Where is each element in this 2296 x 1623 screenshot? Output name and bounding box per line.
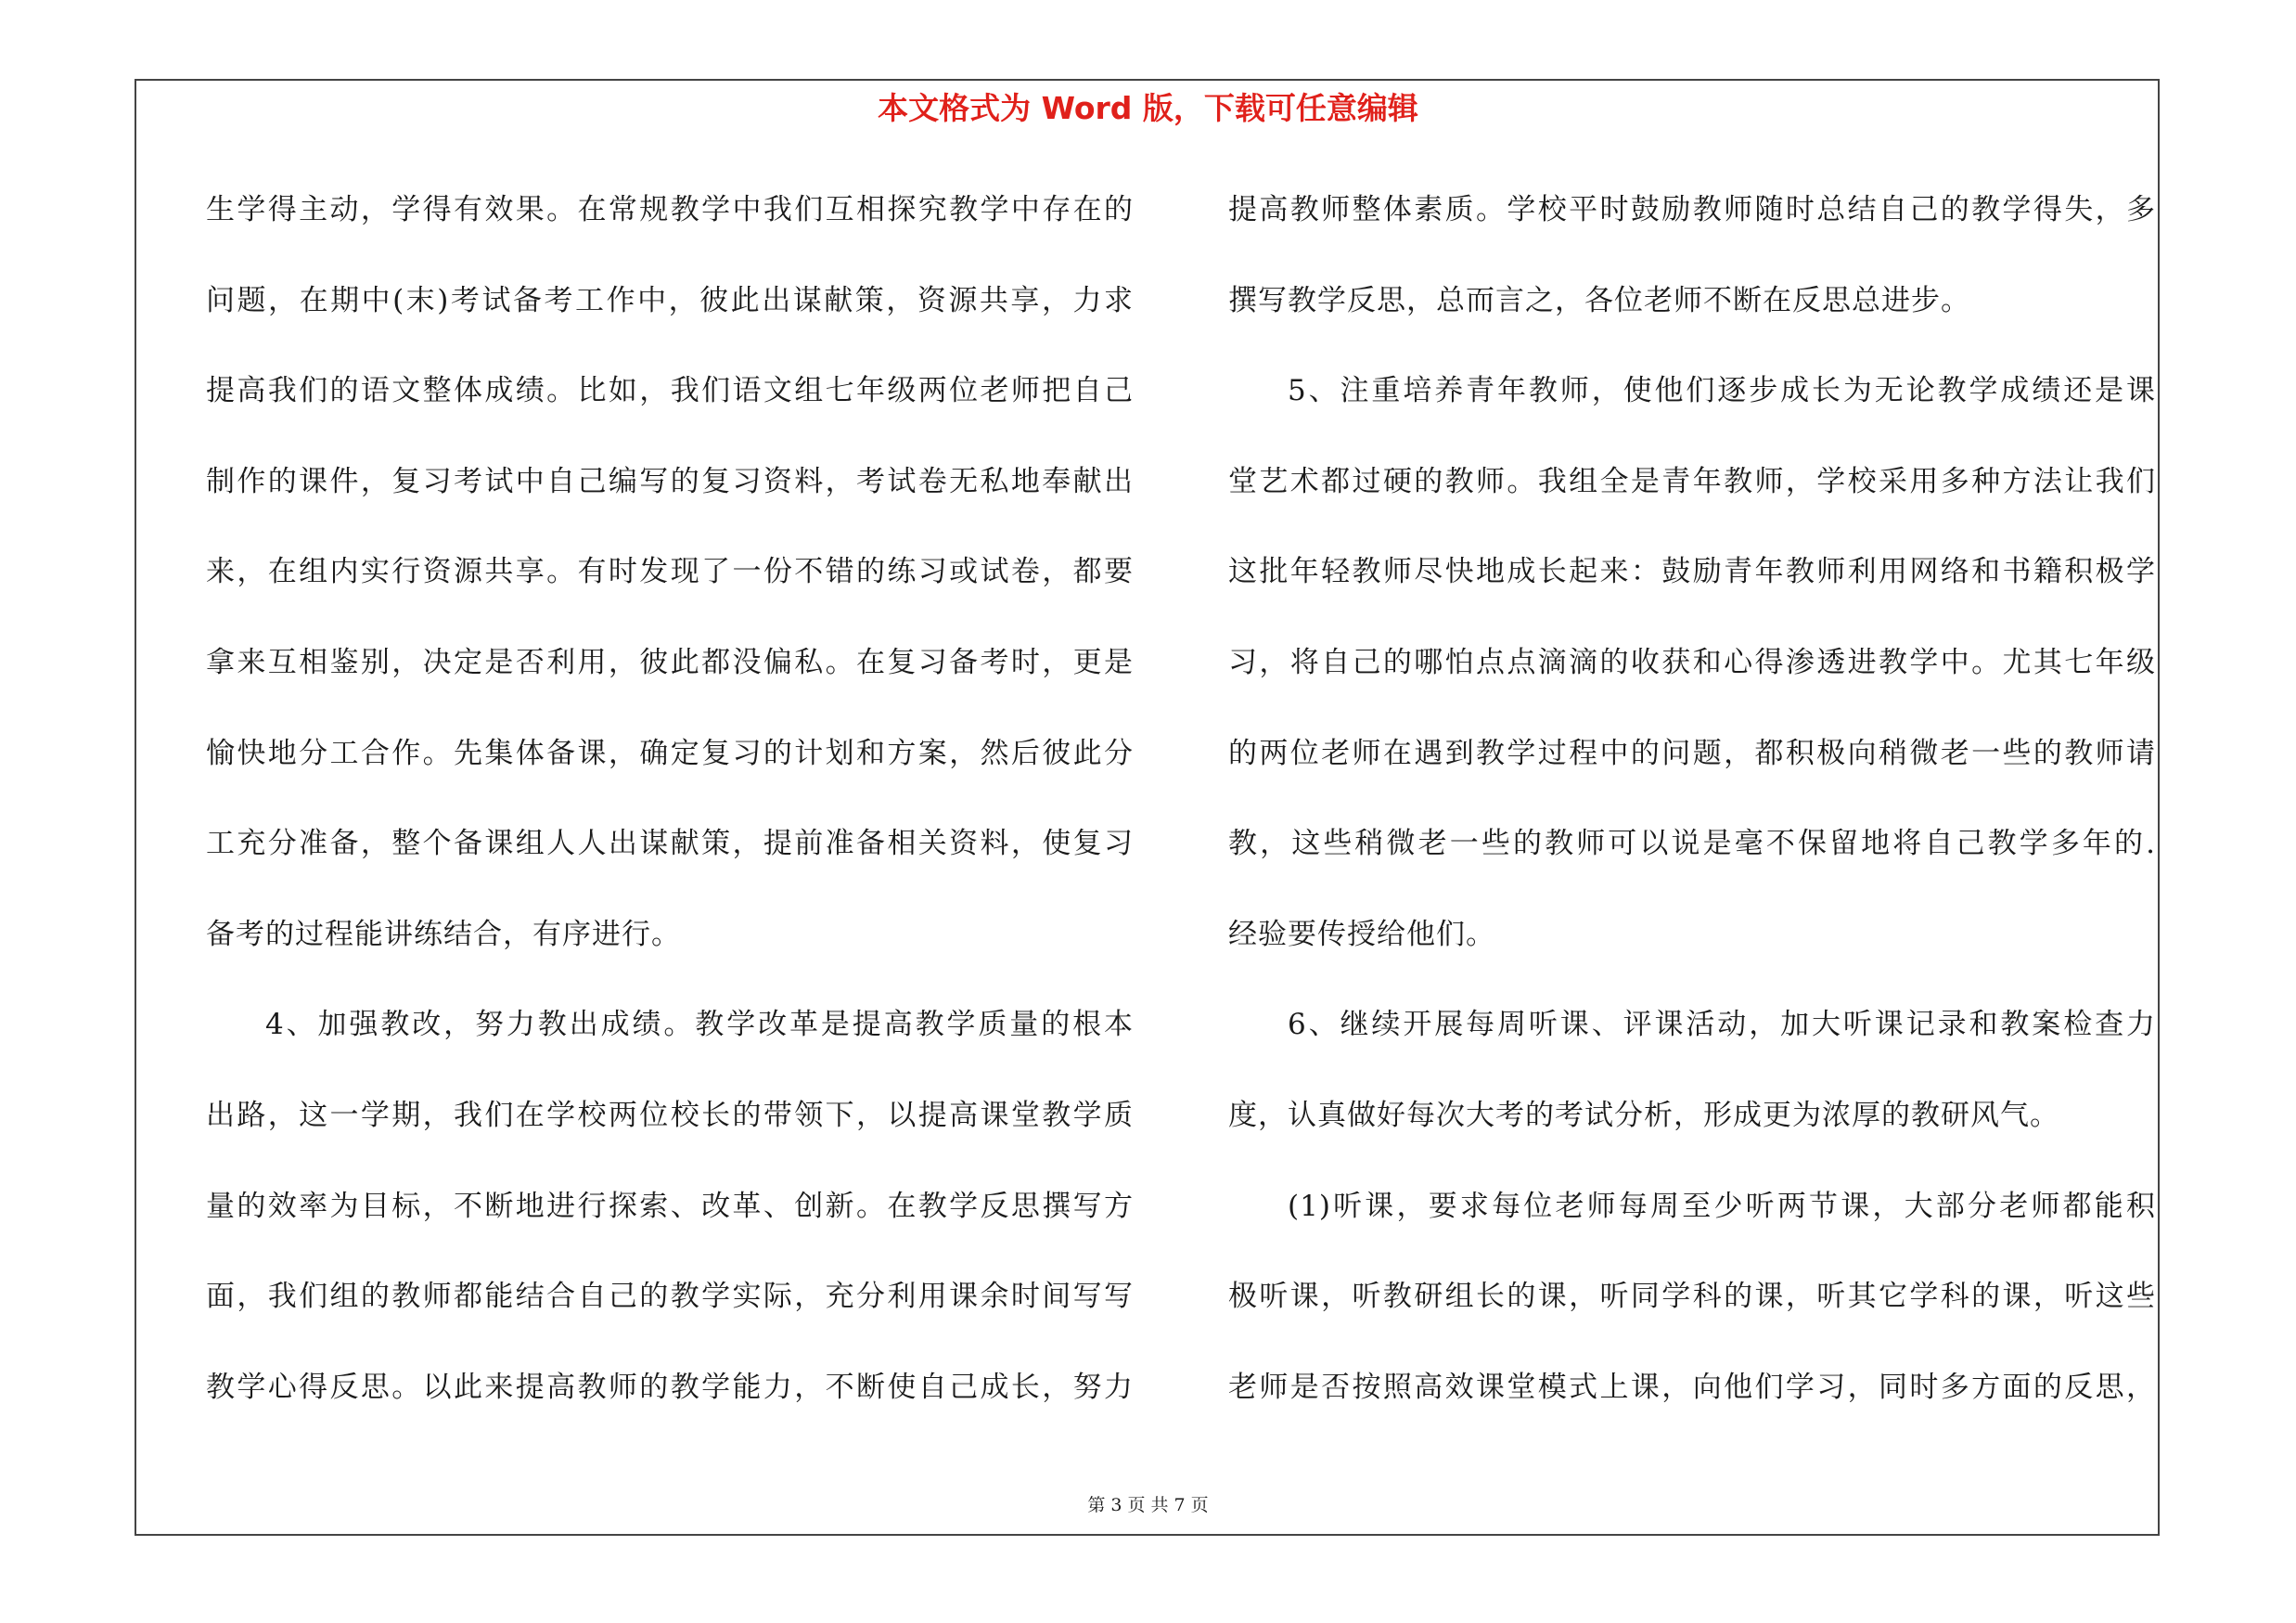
text-line: 提高我们的语文整体成绩。比如，我们语文组七年级两位老师把自己 <box>206 374 1134 408</box>
text-line: 撰写教学反思，总而言之，各位老师不断在反思总进步。 <box>1228 283 1970 317</box>
text-line: 极听课，听教研组长的课，听同学科的课，听其它学科的课，听这些 <box>1228 1280 2156 1314</box>
text-line: 出路，这一学期，我们在学校两位校长的带领下，以提高课堂教学质 <box>206 1098 1134 1132</box>
text-line: 5、注重培养青年教师，使他们逐步成长为无论教学成绩还是课 <box>1288 374 2156 408</box>
left-column <box>206 165 1134 1433</box>
text-line: 这批年轻教师尽快地成长起来：鼓励青年教师利用网络和书籍积极学 <box>1228 555 2156 589</box>
text-line: 制作的课件，复习考试中自己编写的复习资料，考试卷无私地奉献出 <box>206 464 1134 498</box>
text-line: 度，认真做好每次大考的考试分析，形成更为浓厚的教研风气。 <box>1228 1098 2059 1132</box>
text-line: 面，我们组的教师都能结合自己的教学实际，充分利用课余时间写写 <box>206 1280 1134 1314</box>
text-line: 4、加强教改，努力教出成绩。教学改革是提高教学质量的根本 <box>265 1008 1134 1042</box>
text-line: 来，在组内实行资源共享。有时发现了一份不错的练习或试卷，都要 <box>206 555 1134 589</box>
text-line: 教，这些稍微老一些的教师可以说是毫不保留地将自己教学多年的. <box>1228 827 2156 861</box>
text-line: 工充分准备，整个备课组人人出谋献策，提前准备相关资料，使复习 <box>206 827 1134 861</box>
text-line: 教学心得反思。以此来提高教师的教学能力，不断使自己成长，努力 <box>206 1370 1134 1404</box>
text-line: 习，将自己的哪怕点点滴滴的收获和心得渗透进教学中。尤其七年级 <box>1228 645 2156 679</box>
text-line: 老师是否按照高效课堂模式上课，向他们学习，同时多方面的反思， <box>1228 1370 2156 1404</box>
text-line: 量的效率为目标，不断地进行探索、改革、创新。在教学反思撰写方 <box>206 1189 1134 1223</box>
header-banner: 本文格式为 Word 版，下载可任意编辑 <box>878 90 1418 126</box>
text-line: 提高教师整体素质。学校平时鼓励教师随时总结自己的教学得失，多 <box>1228 193 2156 226</box>
text-line: 愉快地分工合作。先集体备课，确定复习的计划和方案，然后彼此分 <box>206 736 1134 770</box>
text-line: 拿来互相鉴别，决定是否利用，彼此都没偏私。在复习备考时，更是 <box>206 645 1134 679</box>
text-line: 备考的过程能讲练结合，有序进行。 <box>206 917 681 951</box>
text-line: 6、继续开展每周听课、评课活动，加大听课记录和教案检查力 <box>1288 1008 2156 1042</box>
text-line: 的两位老师在遇到教学过程中的问题，都积极向稍微老一些的教师请 <box>1228 736 2156 770</box>
text-line: 堂艺术都过硬的教师。我组全是青年教师，学校采用多种方法让我们 <box>1228 464 2156 498</box>
page-number: 第 3 页 共 7 页 <box>1087 1495 1209 1515</box>
text-line: 经验要传授给他们。 <box>1228 917 1495 951</box>
text-line: (1)听课，要求每位老师每周至少听两节课，大部分老师都能积 <box>1288 1189 2156 1223</box>
text-line: 生学得主动，学得有效果。在常规教学中我们互相探究教学中存在的 <box>206 193 1134 226</box>
text-line: 问题，在期中(末)考试备考工作中，彼此出谋献策，资源共享，力求 <box>206 283 1134 317</box>
right-column <box>1228 165 2156 1433</box>
